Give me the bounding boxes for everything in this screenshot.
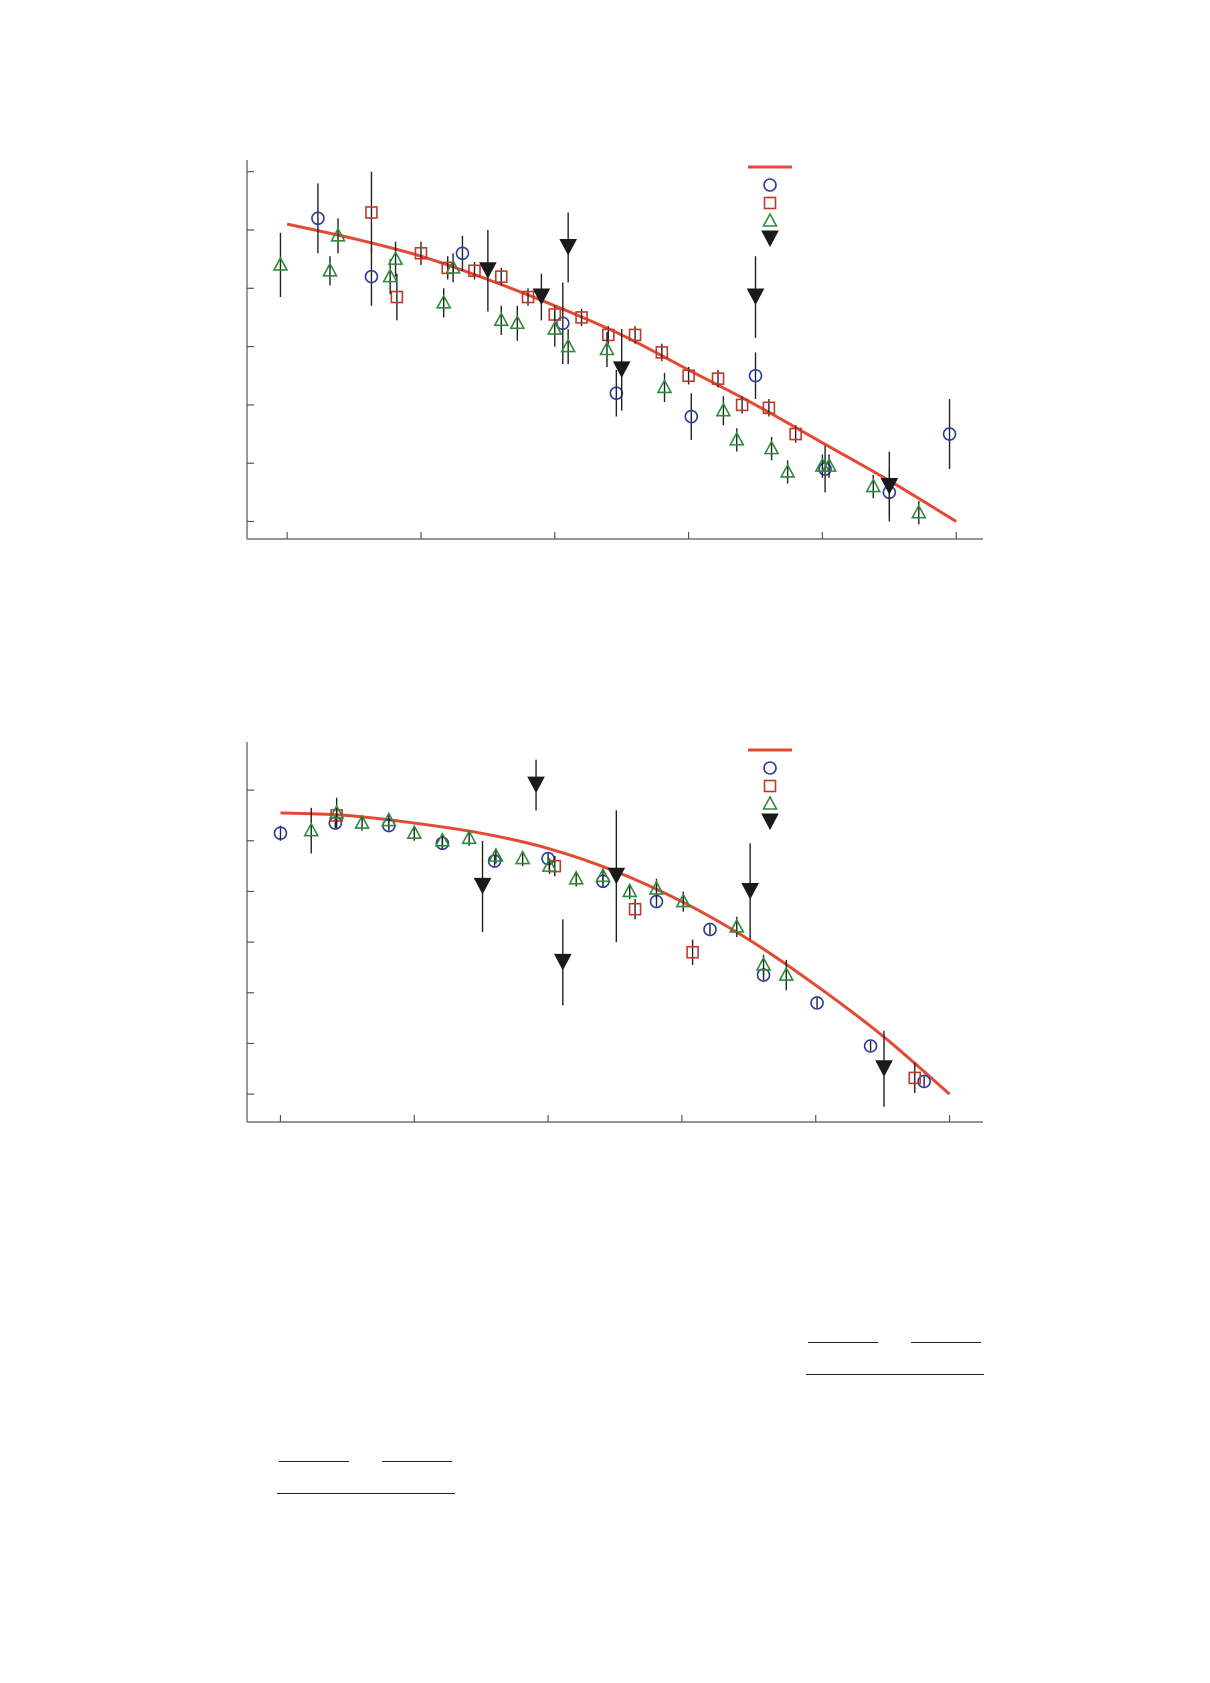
chart-bottom-square-point <box>687 940 698 965</box>
chart-bottom-arrow-marker <box>608 868 624 883</box>
fraction-rule-left-num-a <box>279 1461 349 1462</box>
chart-bottom-legend-triangle <box>764 797 777 809</box>
chart-bottom-arrow-marker <box>528 777 544 792</box>
chart-bottom-axes <box>247 742 983 1122</box>
chart-bottom-circle-point <box>811 997 823 1009</box>
chart-bottom-legend-square <box>765 781 776 792</box>
chart-bottom-triangle-point <box>570 871 583 886</box>
chart-bottom-triangle-point <box>382 813 395 828</box>
chart-bottom-arrow-point <box>608 810 624 942</box>
chart-bottom-square-point <box>630 899 641 919</box>
chart-bottom-circle-point <box>274 826 286 841</box>
chart-bottom-legend-circle <box>764 762 776 774</box>
chart-bottom-arrow-point <box>528 760 544 811</box>
chart-bottom-fit <box>280 813 949 1094</box>
chart-bottom-points <box>274 760 930 1107</box>
fraction-rule-left-num-b <box>382 1461 452 1462</box>
chart-bottom-arrow-marker <box>876 1061 892 1076</box>
chart-bottom-arrow-point <box>475 841 491 932</box>
chart-bottom-triangle-point <box>677 891 690 911</box>
chart-bottom-arrow-marker <box>475 878 491 893</box>
fraction-rule-right-num-a <box>808 1342 878 1343</box>
chart-bottom-circle-point <box>704 923 716 935</box>
chart-bottom-triangle-point <box>516 851 529 866</box>
chart-bottom-triangle-point <box>780 960 793 990</box>
chart-bottom-triangle-point <box>436 833 449 848</box>
chart-bottom-triangle-point <box>408 826 421 841</box>
chart-bottom-ticks <box>247 790 950 1122</box>
chart-bottom-legend <box>748 750 792 829</box>
chart-bottom-fit-curve <box>280 813 949 1094</box>
chart-bottom-arrow-marker <box>742 883 758 898</box>
chart-bottom-triangle-point <box>623 884 636 899</box>
chart-bottom-triangle-point <box>489 848 502 863</box>
chart-bottom-legend-arrow <box>762 814 778 829</box>
chart-bottom-triangle-point <box>650 879 663 899</box>
chart-bottom-arrow-marker <box>555 954 571 969</box>
chart-bottom-circle-point <box>865 1040 877 1052</box>
chart-bottom-square-point <box>549 856 560 876</box>
fraction-rule-left-den <box>277 1493 455 1494</box>
fraction-rule-right-den <box>806 1374 984 1375</box>
chart-bottom-triangle-point <box>596 869 609 884</box>
fraction-rule-right-num-b <box>911 1342 981 1343</box>
chart-bottom-arrow-point <box>742 843 758 939</box>
chart-bottom-arrow-point <box>555 919 571 1005</box>
